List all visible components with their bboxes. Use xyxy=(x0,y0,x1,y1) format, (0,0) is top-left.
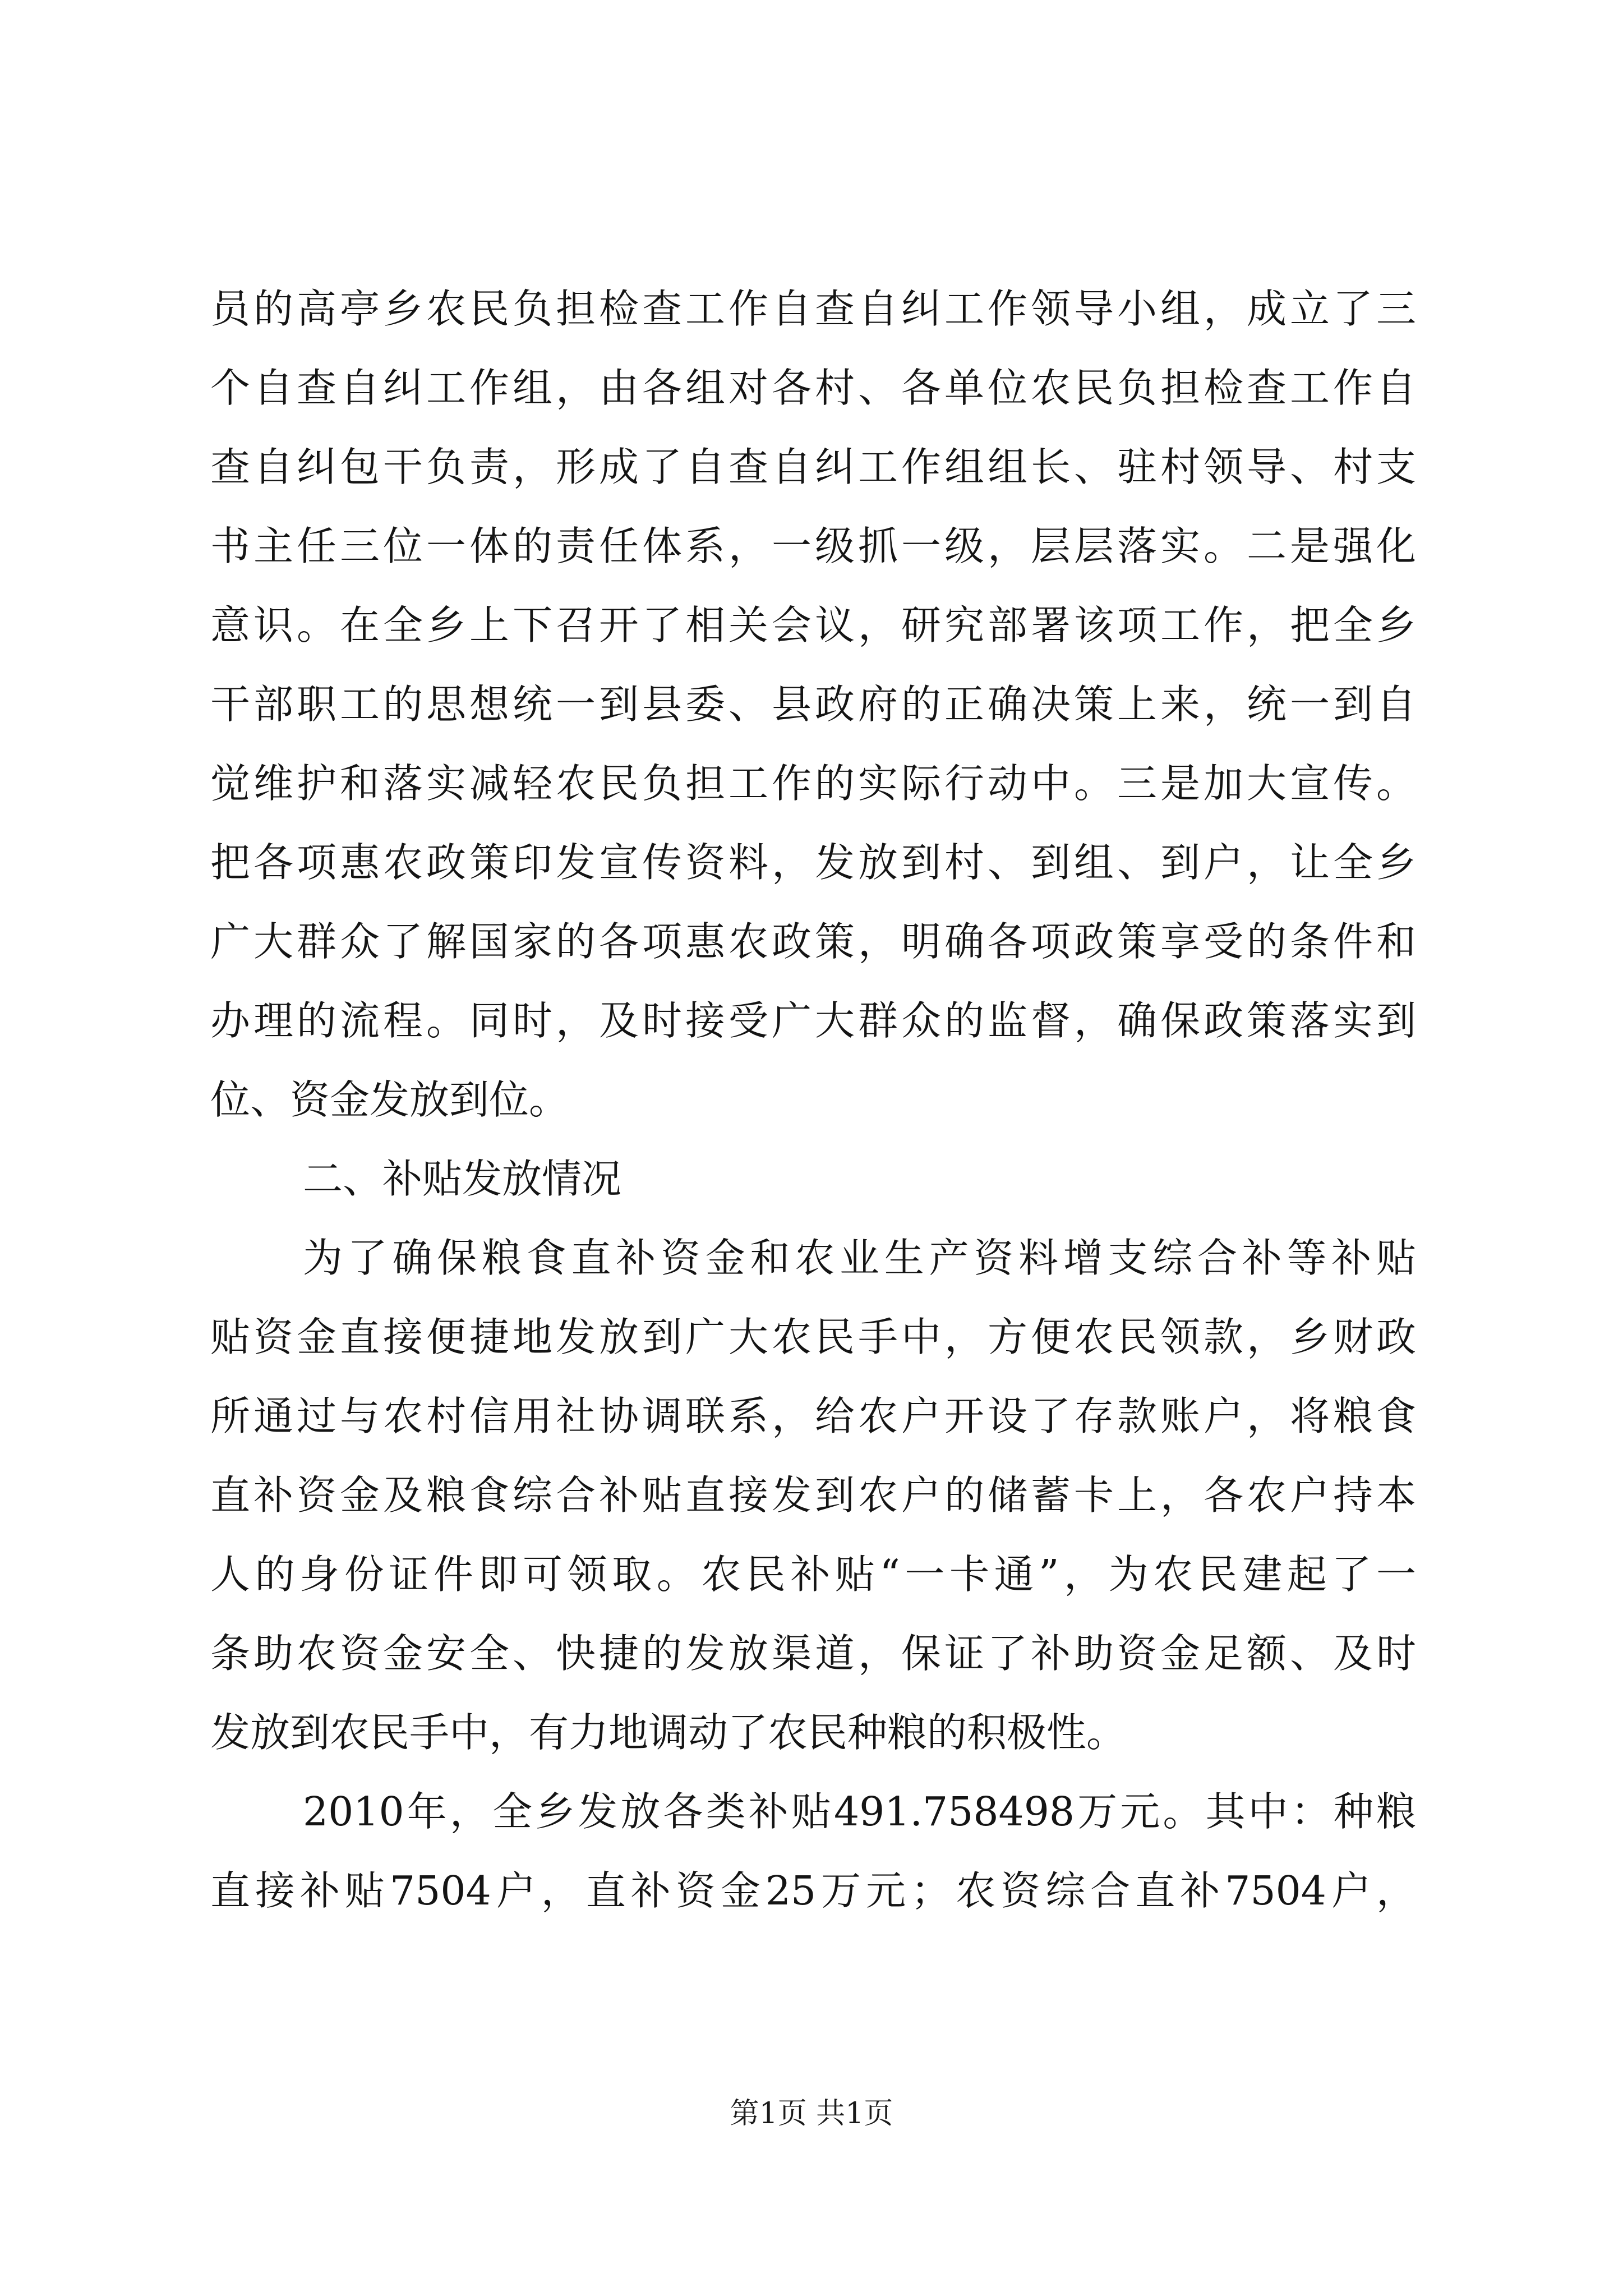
text-line: 书主任三位一体的责任体系，一级抓一级，层层落实。二是强化 xyxy=(210,523,1416,569)
text-line: 发放到农民手中，有力地调动了农民种粮的积极性。 xyxy=(210,1709,1127,1756)
text-line: 把各项惠农政策印发宣传资料，发放到村、到组、到户，让全乡 xyxy=(210,839,1416,886)
section-heading: 二、补贴发放情况 xyxy=(303,1156,622,1202)
text-line: 个自查自纠工作组，由各组对各村、各单位农民负担检查工作自 xyxy=(210,365,1416,411)
text-line: 员的高亭乡农民负担检查工作自查自纠工作领导小组，成立了三 xyxy=(210,286,1416,332)
text-line: 查自纠包干负责，形成了自查自纠工作组组长、驻村领导、村支 xyxy=(210,444,1416,490)
text-line: 所通过与农村信用社协调联系，给农户开设了存款账户，将粮食 xyxy=(210,1393,1416,1439)
text-line: 干部职工的思想统一到县委、县政府的正确决策上来，统一到自 xyxy=(210,681,1416,728)
text-line: 位、资金发放到位。 xyxy=(210,1076,569,1123)
text-line: 贴资金直接便捷地发放到广大农民手中，方便农民领款，乡财政 xyxy=(210,1314,1416,1360)
text-line: 条助农资金安全、快捷的发放渠道，保证了补助资金足额、及时 xyxy=(210,1630,1416,1677)
text-line: 直接补贴7504户，直补资金25万元；农资综合直补7504户， xyxy=(210,1867,1416,1914)
text-line: 直补资金及粮食综合补贴直接发到农户的储蓄卡上，各农户持本 xyxy=(210,1472,1416,1519)
document-body xyxy=(210,269,1416,1930)
text-line: 为了确保粮食直补资金和农业生产资料增支综合补等补贴 xyxy=(303,1235,1416,1281)
text-line: 2010年，全乡发放各类补贴491.758498万元。其中：种粮 xyxy=(303,1788,1416,1835)
text-line: 办理的流程。同时，及时接受广大群众的监督，确保政策落实到 xyxy=(210,997,1416,1044)
text-line: 人的身份证件即可领取。农民补贴“一卡通”，为农民建起了一 xyxy=(210,1551,1416,1598)
text-line: 觉维护和落实减轻农民负担工作的实际行动中。三是加大宣传。 xyxy=(210,760,1416,807)
page-footer: 第1页 共1页 xyxy=(730,2097,893,2131)
text-line: 意识。在全乡上下召开了相关会议，研究部署该项工作，把全乡 xyxy=(210,602,1416,648)
text-line: 广大群众了解国家的各项惠农政策，明确各项政策享受的条件和 xyxy=(210,918,1416,965)
